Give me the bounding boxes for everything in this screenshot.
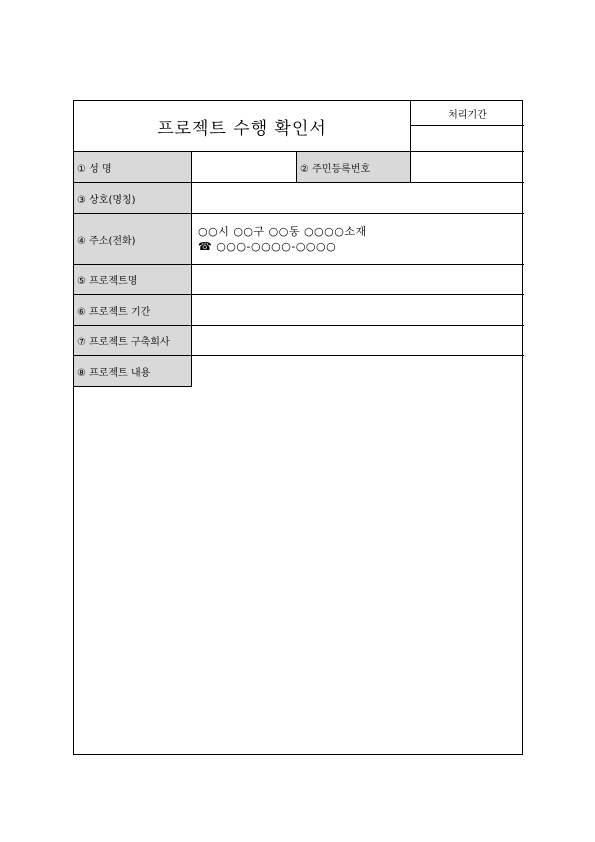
project-company-label: ⑦ 프로젝트 구축회사 [74,326,192,356]
confirmation-form-table [73,100,523,755]
address-field[interactable] [192,214,524,265]
project-content-label: ⑧ 프로젝트 내용 [74,356,192,387]
name-label: ① 성 명 [74,152,192,183]
processing-period-field[interactable] [411,126,524,152]
project-period-label: ⑥ 프로젝트 기간 [74,295,192,326]
name-field[interactable] [192,152,297,183]
project-content-field[interactable] [74,387,522,754]
project-name-field[interactable] [192,265,524,295]
project-name-label: ⑤ 프로젝트명 [74,265,192,295]
address-label: ④ 주소(전화) [74,214,192,265]
phone-text: ○○○-○○○○-○○○○ [216,240,337,253]
phone-icon: ☎ [198,240,213,253]
address-text: ○○시 ○○구 ○○동 ○○○○소재 [198,225,367,238]
company-name-label: ③ 상호(명칭) [74,183,192,214]
project-company-field[interactable] [192,326,524,356]
resident-number-label: ② 주민등록번호 [297,152,411,183]
document-title: 프로젝트 수행 확인서 [74,101,411,152]
resident-number-field[interactable] [411,152,524,183]
project-period-field[interactable] [192,295,524,326]
phone-line [198,239,336,254]
processing-period-label: 처리기간 [411,101,524,126]
company-name-field[interactable] [192,183,524,214]
